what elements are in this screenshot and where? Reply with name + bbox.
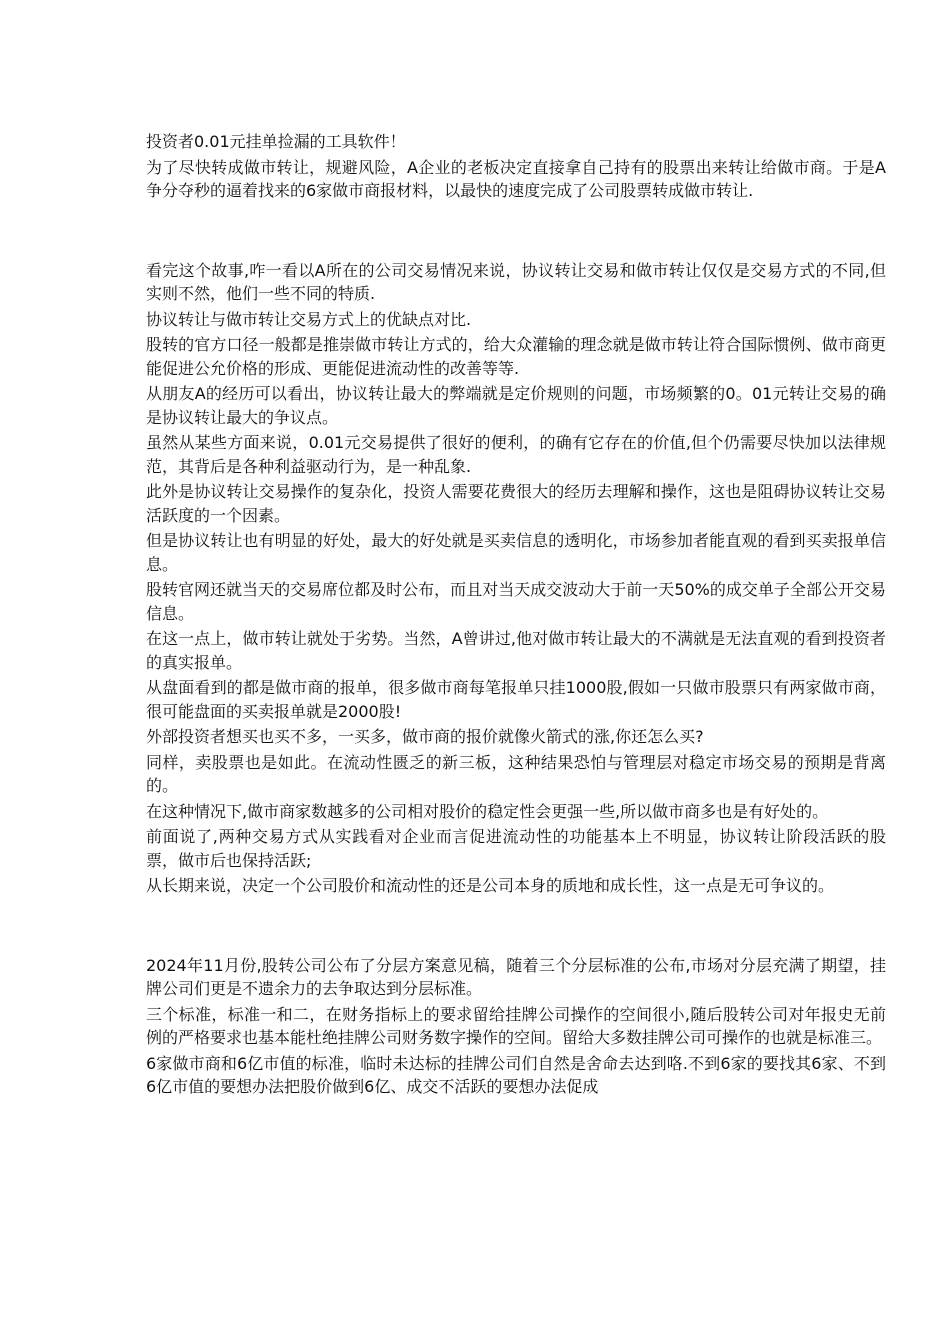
section-intro bbox=[146, 130, 886, 203]
paragraph: 协议转让与做市转让交易方式上的优缺点对比. bbox=[146, 309, 472, 329]
paragraph: 但是协议转让也有明显的好处，最大的好处就是买卖信息的透明化，市场参加者能直观的看到买卖报单信息。 bbox=[146, 531, 886, 574]
paragraph: 股转的官方口径一般都是推崇做市转让方式的，给大众灌输的理念就是做市转让符合国际惯例、做市商更能促进公允价格的形成、更能促进流动性的改善等等. bbox=[146, 335, 886, 378]
paragraph: 从长期来说，决定一个公司股价和流动性的还是公司本身的质地和成长性，这一点是无可争议的。 bbox=[146, 876, 835, 895]
section-comparison bbox=[146, 259, 886, 898]
paragraph: 同样，卖股票也是如此。在流动性匮乏的新三板，这种结果恐怕与管理层对稳定市场交易的预期是背离的。 bbox=[146, 752, 886, 795]
paragraph: 外部投资者想买也买不多，一买多，做市商的报价就像火箭式的涨,你还怎么买? bbox=[146, 727, 704, 746]
paragraph: 虽然从某些方面来说，0.01元交易提供了很好的便利，的确有它存在的价值,但个仍需要尽快加以法律规范，其背后是各种利益驱动行为，是一种乱象. bbox=[146, 433, 886, 476]
section-gap bbox=[146, 900, 886, 954]
document-page bbox=[146, 130, 886, 1101]
paragraph: 2024年11月份,股转公司公布了分层方案意见稿，随着三个分层标准的公布,市场对分层充满了期望，挂牌公司们更是不遗余力的去争取达到分层标准。 bbox=[146, 955, 886, 998]
section-tiering bbox=[146, 954, 886, 1099]
paragraph: 为了尽快转成做市转让，规避风险，A企业的老板决定直接拿自己持有的股票出来转让给做市商。于是A争分夺秒的逼着找来的6家做市商报材料，以最快的速度完成了公司股票转成做市转让. bbox=[146, 157, 886, 200]
paragraph: 在这一点上，做市转让就处于劣势。当然，A曾讲过,他对做市转让最大的不满就是无法直观的看到投资者的真实报单。 bbox=[146, 629, 886, 672]
paragraph: 三个标准，标准一和二，在财务指标上的要求留给挂牌公司操作的空间很小,随后股转公司对年报史无前例的严格要求也基本能杜绝挂牌公司财务数字操作的空间。留给大多数挂牌公司可操作的也就是标准三。 bbox=[146, 1004, 886, 1047]
paragraph: 在这种情况下,做市商家数越多的公司相对股价的稳定性会更强一些,所以做市商多也是有好处的。 bbox=[146, 801, 829, 821]
paragraph: 此外是协议转让交易操作的复杂化，投资人需要花费很大的经历去理解和操作，这也是阻碍协议转让交易活跃度的一个因素。 bbox=[146, 482, 886, 525]
paragraph: 从盘面看到的都是做市商的报单，很多做市商每笔报单只挂1000股,假如一只做市股票只有两家做市商，很可能盘面的买卖报单就是2000股! bbox=[146, 678, 886, 721]
section-gap bbox=[146, 205, 886, 259]
paragraph: 看完这个故事,咋一看以A所在的公司交易情况来说，协议转让交易和做市转让仅仅是交易方式的不同,但实则不然，他们一些不同的特质. bbox=[146, 260, 886, 303]
paragraph: 前面说了,两种交易方式从实践看对企业而言促进流动性的功能基本上不明显，协议转让阶段活跃的股票，做市后也保持活跃; bbox=[146, 827, 886, 870]
paragraph: 股转官网还就当天的交易席位都及时公布，而且对当天成交波动大于前一天50%的成交单子全部公开交易信息。 bbox=[146, 580, 886, 623]
paragraph: 从朋友A的经历可以看出，协议转让最大的弊端就是定价规则的问题，市场频繁的0。01元转让交易的确是协议转让最大的争议点。 bbox=[146, 384, 886, 427]
paragraph: 6家做市商和6亿市值的标准，临时未达标的挂牌公司们自然是舍命去达到咯.不到6家的要找其6家、不到6亿市值的要想办法把股价做到6亿、成交不活跃的要想办法促成 bbox=[146, 1053, 886, 1096]
paragraph: 投资者0.01元挂单捡漏的工具软件！ bbox=[146, 132, 406, 151]
